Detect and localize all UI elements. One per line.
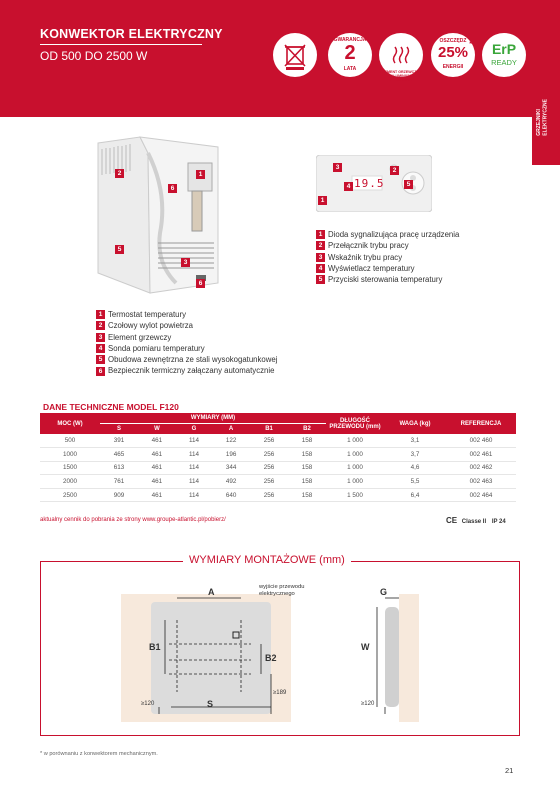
dim-ge120-left: ≥120	[141, 701, 155, 707]
page-number: 21	[505, 766, 514, 775]
dim-w: W	[361, 642, 370, 652]
table-cell: 114	[176, 434, 212, 448]
table-cell: 256	[250, 475, 288, 489]
legend-number: 5	[316, 275, 325, 284]
table-cell: 114	[176, 461, 212, 475]
table-cell: 1500	[40, 461, 100, 475]
table-cell: 461	[138, 488, 176, 502]
legend-item	[316, 229, 459, 240]
legend-label: Wskaźnik trybu pracy	[328, 252, 403, 262]
legend-label: Obudowa zewnętrzna ze stali wysokogatunkowej	[108, 355, 278, 365]
col-header-dims: WYMIARY (MM)	[100, 413, 326, 424]
guarantee-badge	[328, 33, 372, 77]
table-cell: 640	[212, 488, 250, 502]
legend-item	[96, 365, 277, 376]
panel-legend	[316, 229, 459, 285]
table-row	[40, 461, 516, 475]
table-cell: 1 000	[326, 475, 384, 489]
table-cell: 461	[138, 475, 176, 489]
dim-b1: B1	[149, 642, 161, 652]
legend-number: 6	[96, 367, 105, 376]
table-cell: 158	[288, 475, 326, 489]
panel-callout: 5	[404, 180, 413, 189]
col-header-weight: WAGA (kg)	[384, 413, 446, 434]
table-cell: 4,6	[384, 461, 446, 475]
savings-badge	[431, 33, 475, 77]
legend-number: 4	[316, 264, 325, 273]
table-cell: 492	[212, 475, 250, 489]
legend-label: Element grzewczy	[108, 332, 172, 342]
legend-item	[316, 240, 459, 251]
table-cell: 461	[138, 461, 176, 475]
table-cell: 344	[212, 461, 250, 475]
col-header-s: S	[100, 424, 138, 435]
heating-element-badge	[379, 33, 423, 82]
table-cell: 122	[212, 434, 250, 448]
legend-label: Sonda pomiaru temperatury	[108, 343, 205, 353]
legend-item	[96, 343, 277, 354]
legend-number: 1	[316, 230, 325, 239]
table-row	[40, 488, 516, 502]
legend-label: Czołowy wylot powietrza	[108, 321, 193, 331]
table-cell: 1 000	[326, 461, 384, 475]
section-side-tab	[532, 93, 560, 165]
mounting-dimensions-box	[40, 554, 520, 736]
heater-callout: 2	[115, 169, 124, 178]
tech-data-table	[40, 413, 516, 502]
panel-callout: 2	[390, 166, 399, 175]
legend-item	[316, 274, 459, 285]
legend-number: 3	[316, 253, 325, 262]
table-cell: 196	[212, 448, 250, 462]
guarantee-top-label: GWARANCJA	[333, 37, 367, 43]
table-cell: 465	[100, 448, 138, 462]
recycle-bin-icon	[273, 33, 317, 77]
heater-callout: 3	[181, 258, 190, 267]
table-cell: 3,7	[384, 448, 446, 462]
legend-item	[316, 252, 459, 263]
legend-label: Bezpiecznik termiczny załączany automatycznie	[108, 366, 275, 376]
ip-rating: IP 24	[491, 519, 506, 525]
table-cell: 002 463	[446, 475, 516, 489]
table-cell: 461	[138, 448, 176, 462]
table-row	[40, 475, 516, 489]
table-cell: 002 464	[446, 488, 516, 502]
table-cell: 002 461	[446, 448, 516, 462]
table-cell: 002 462	[446, 461, 516, 475]
table-cell: 391	[100, 434, 138, 448]
legend-number: 1	[96, 310, 105, 319]
col-header-w: W	[138, 424, 176, 435]
table-cell: 613	[100, 461, 138, 475]
col-header-b2: B2	[288, 424, 326, 435]
savings-top-label: OSZCZĘDZ	[439, 38, 467, 44]
price-list-note: aktualny cennik do pobrania ze strony www.groupe-atlantic.pl/pobierz/	[40, 517, 226, 523]
heater-illustration	[88, 133, 228, 295]
table-cell: 114	[176, 448, 212, 462]
table-cell: 909	[100, 488, 138, 502]
table-cell: 461	[138, 434, 176, 448]
table-cell: 1 000	[326, 448, 384, 462]
col-header-a: A	[212, 424, 250, 435]
page-subtitle: OD 500 DO 2500 W	[40, 49, 148, 63]
dim-g: G	[380, 587, 388, 597]
temperature-display: 19.5	[354, 177, 385, 190]
side-tab-label: GRZEJNIKI ELEKTRYCZNE	[536, 99, 549, 136]
panel-callout: 1	[318, 196, 327, 205]
dim-b2: B2	[265, 653, 277, 663]
erp-label: ErP	[491, 41, 517, 57]
mounting-title: WYMIARY MONTAŻOWE (mm)	[183, 554, 351, 566]
dim-ge120-right: ≥120	[361, 701, 375, 707]
dim-s: S	[207, 699, 214, 709]
savings-asterisk: *	[469, 41, 472, 48]
table-cell: 761	[100, 475, 138, 489]
guarantee-number: 2	[344, 42, 356, 64]
table-cell: 500	[40, 434, 100, 448]
erp-ready-badge	[482, 33, 526, 77]
savings-bottom-label: ENERGII	[442, 64, 464, 70]
legend-number: 4	[96, 344, 105, 353]
table-cell: 3,1	[384, 434, 446, 448]
legend-label: Przyciski sterowania temperatury	[328, 275, 443, 285]
legend-label: Przełącznik trybu pracy	[328, 241, 409, 251]
legend-item	[96, 332, 277, 343]
col-header-cable: DŁUGOŚĆ PRZEWODU (mm)	[326, 413, 384, 434]
class-label: Classe II	[461, 519, 487, 525]
heater-legend	[96, 309, 277, 377]
table-cell: 002 460	[446, 434, 516, 448]
guarantee-bottom-label: LATA	[343, 66, 357, 72]
dim-ge189: ≥189	[273, 690, 287, 696]
heating-element-ring-text: ELEMENT GRZEWCZY Z ALUMINIUM SYLUMINOWE	[380, 70, 422, 82]
erp-ready-label: READY	[491, 58, 517, 67]
table-cell: 158	[288, 461, 326, 475]
table-row	[40, 434, 516, 448]
ce-mark: CE	[446, 516, 458, 525]
tech-data-title: DANE TECHNICZNE MODEL F120	[43, 402, 179, 412]
table-cell: 114	[176, 475, 212, 489]
panel-callout: 3	[333, 163, 342, 172]
legend-label: Termostat temperatury	[108, 310, 186, 319]
legend-number: 2	[316, 241, 325, 250]
table-cell: 6,4	[384, 488, 446, 502]
legend-label: Dioda sygnalizująca pracę urządzenia	[328, 230, 460, 239]
table-cell: 5,5	[384, 475, 446, 489]
table-cell: 1 000	[326, 434, 384, 448]
legend-item	[96, 309, 277, 320]
certification	[446, 516, 506, 525]
legend-item	[316, 263, 459, 274]
table-cell: 256	[250, 434, 288, 448]
footnote: * w porównaniu z konwektorem mechanicznym.	[40, 751, 158, 757]
legend-item	[96, 354, 277, 365]
title-divider	[40, 44, 202, 45]
table-cell: 158	[288, 434, 326, 448]
dim-a: A	[208, 587, 215, 597]
col-header-power: MOC (W)	[40, 413, 100, 434]
heater-callout: 5	[115, 245, 124, 254]
col-header-g: G	[176, 424, 212, 435]
legend-number: 5	[96, 355, 105, 364]
table-cell: 256	[250, 461, 288, 475]
header-band	[0, 0, 560, 117]
table-cell: 158	[288, 448, 326, 462]
panel-callout: 4	[344, 182, 353, 191]
legend-number: 2	[96, 321, 105, 330]
legend-number: 3	[96, 333, 105, 342]
col-header-b1: B1	[250, 424, 288, 435]
table-cell: 114	[176, 488, 212, 502]
col-header-ref: REFERENCJA	[446, 413, 516, 434]
table-cell: 158	[288, 488, 326, 502]
heater-callout: 6	[168, 184, 177, 193]
heater-callout: 6	[196, 279, 205, 288]
savings-value: 25%	[437, 44, 469, 61]
tech-table-body	[40, 434, 516, 502]
table-row	[40, 448, 516, 462]
legend-item	[96, 320, 277, 331]
recycle-badge	[273, 33, 317, 77]
table-cell: 1 500	[326, 488, 384, 502]
heater-callout: 1	[196, 170, 205, 179]
table-cell: 1000	[40, 448, 100, 462]
cable-outlet-label: wyjście przewodu elektrycznego	[259, 584, 305, 597]
table-cell: 256	[250, 448, 288, 462]
table-cell: 256	[250, 488, 288, 502]
legend-label: Wyświetlacz temperatury	[328, 263, 415, 273]
page-title: KONWEKTOR ELEKTRYCZNY	[40, 27, 223, 41]
table-cell: 2000	[40, 475, 100, 489]
table-cell: 2500	[40, 488, 100, 502]
